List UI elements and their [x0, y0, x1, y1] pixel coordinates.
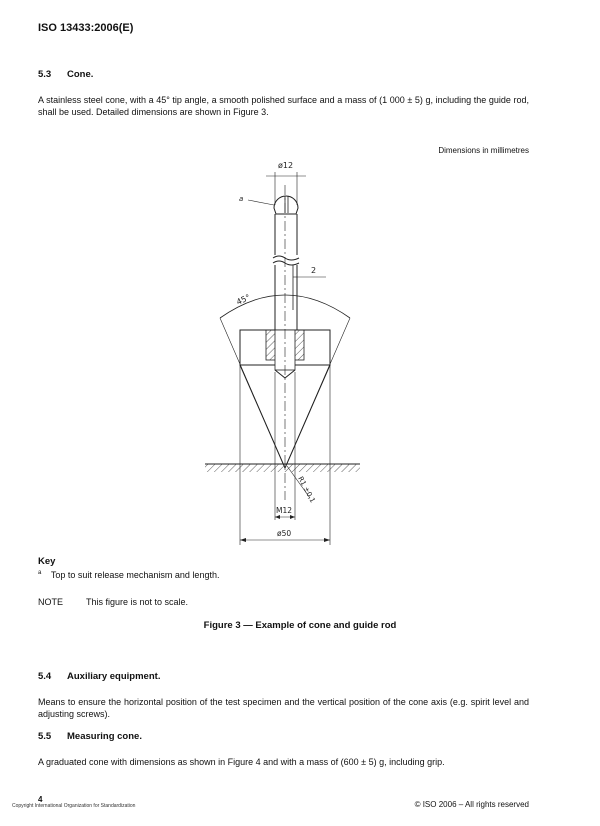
footer-copyright-left: Copyright International Organization for Standardization [12, 803, 136, 809]
gap-label: 2 [311, 266, 317, 275]
section-5-5-heading: 5.5 Measuring cone. [38, 731, 142, 742]
page-number: 4 [38, 795, 43, 804]
section-5-4-text: Means to ensure the horizontal position of the test specimen and the vertical position of the cone axis (e.g. spirit level and adjusting screws). [38, 697, 529, 719]
section-title: Cone [67, 69, 91, 80]
rod-top-knob [274, 196, 298, 214]
angle-label: 45° [235, 292, 252, 307]
section-number: 5.4 [38, 671, 52, 682]
key-item-text: Top to suit release mechanism and length. [50, 570, 220, 580]
note [38, 597, 188, 607]
section-5-3-heading: 5.3 Cone. [38, 69, 94, 80]
section-number: 5.5 [38, 731, 52, 742]
note-label: NOTE [38, 597, 64, 607]
dimensions-note: Dimensions in millimetres [438, 146, 529, 155]
section-number: 5.3 [38, 69, 52, 80]
cone-figure [0, 150, 600, 550]
section-5-5-text: A graduated cone with dimensions as shown in Figure 4 and with a mass of (600 ± 5) g, including grip. [38, 757, 445, 767]
key-marker: a [38, 570, 42, 576]
section-title: Measuring cone [67, 731, 140, 742]
figure-caption: Figure 3 — Example of cone and guide rod [203, 620, 397, 631]
base-diameter-label: ø50 [277, 529, 292, 538]
rod-diameter-label: ø12 [278, 161, 294, 170]
section-5-4-heading: 5.4 Auxiliary equipment. [38, 671, 161, 682]
tip-radius-label: R1 ±0,1 [296, 475, 317, 505]
thread-label: M12 [276, 506, 293, 515]
note-text: This figure is not to scale. [86, 597, 189, 607]
section-title: Auxiliary equipment [67, 671, 158, 682]
key-item [38, 570, 219, 580]
document-id: ISO 13433:2006(E) [38, 22, 134, 34]
key-heading: Key [38, 556, 56, 567]
footer-copyright-right: © ISO 2006 – All rights reserved [414, 800, 529, 809]
note-a-marker: a [239, 195, 244, 203]
section-5-3-text: A stainless steel cone, with a 45° tip angle, a smooth polished surface and a mass of (1 000 ± 5) g, including the guide rod, shall be used. Detailed dimensions are shown in Figure 3. [38, 95, 529, 117]
